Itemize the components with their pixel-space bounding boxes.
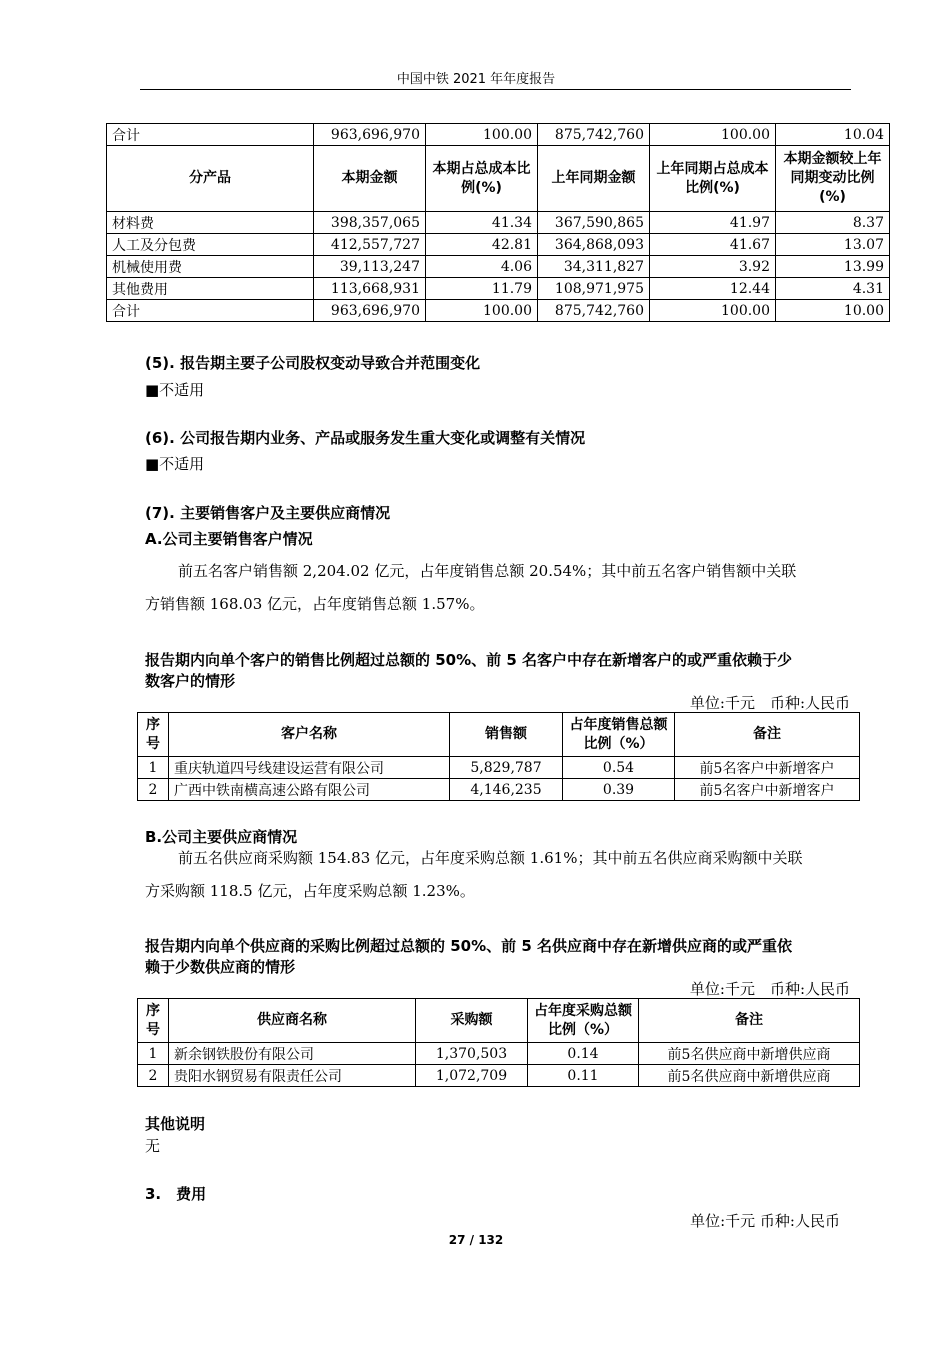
table-cell: 人工及分包费 — [107, 234, 314, 256]
table-cell: 39,113,247 — [314, 256, 426, 278]
other-notes-heading: 其他说明 — [145, 1115, 206, 1133]
table-cell: 0.11 — [528, 1065, 639, 1087]
table-cell: 963,696,970 — [314, 300, 426, 322]
table-cell: 12.44 — [650, 278, 776, 300]
supplier-paragraph-line-2: 方采购额 118.5 亿元，占年度采购总额 1.23%。 — [145, 882, 475, 900]
column-header: 备注 — [675, 713, 860, 757]
customer-table — [137, 712, 860, 801]
table-cell: 8.37 — [776, 212, 890, 234]
table-cell: 113,668,931 — [314, 278, 426, 300]
table-row — [107, 256, 890, 278]
table-cell: 5,829,787 — [450, 757, 563, 779]
section-3-heading: 3. 费用 — [145, 1185, 207, 1203]
table-cell: 0.39 — [563, 779, 675, 801]
table-cell: 42.81 — [426, 234, 538, 256]
table-header-row — [107, 146, 890, 212]
table-cell: 100.00 — [650, 124, 776, 146]
table-row — [138, 1065, 860, 1087]
table-cell: 其他费用 — [107, 278, 314, 300]
table-cell: 2 — [138, 1065, 169, 1087]
section-5-text: ■不适用 — [145, 381, 205, 399]
table-cell: 3.92 — [650, 256, 776, 278]
column-header: 序号 — [138, 713, 169, 757]
column-header: 序号 — [138, 999, 169, 1043]
table-cell: 364,868,093 — [538, 234, 650, 256]
table-cell: 100.00 — [650, 300, 776, 322]
table-cell: 4,146,235 — [450, 779, 563, 801]
table-row — [138, 779, 860, 801]
page-number: 27 / 132 — [448, 1233, 504, 1247]
table-header-row — [138, 713, 860, 757]
table-row — [138, 757, 860, 779]
table-row — [107, 278, 890, 300]
table-cell: 前5名客户中新增客户 — [675, 779, 860, 801]
subsection-b-heading: B.公司主要供应商情况 — [145, 828, 298, 846]
table-cell: 合计 — [107, 124, 314, 146]
column-header: 本期占总成本比例(%) — [426, 146, 538, 212]
section-6-text: ■不适用 — [145, 455, 205, 473]
subsection-a-heading: A.公司主要销售客户情况 — [145, 530, 313, 548]
table-row — [107, 234, 890, 256]
table-cell: 1,370,503 — [416, 1043, 528, 1065]
table-cell: 贵阳水钢贸易有限责任公司 — [169, 1065, 416, 1087]
customer-table-title-line-1: 报告期内向单个客户的销售比例超过总额的 50%、前 5 名客户中存在新增客户的或严重依赖于少 — [145, 651, 793, 669]
customer-paragraph-line-2: 方销售额 168.03 亿元，占年度销售总额 1.57%。 — [145, 595, 485, 613]
table-cell: 41.67 — [650, 234, 776, 256]
table-cell: 新余钢铁股份有限公司 — [169, 1043, 416, 1065]
section-3-unit: 单位:千元 币种:人民币 — [690, 1212, 840, 1230]
column-header: 本期金额 — [314, 146, 426, 212]
table-cell: 4.06 — [426, 256, 538, 278]
supplier-paragraph-line-1: 前五名供应商采购额 154.83 亿元，占年度采购总额 1.61%；其中前五名供应商采购额中关联 — [178, 849, 803, 867]
column-header: 本期金额较上年同期变动比例(%) — [776, 146, 890, 212]
table-cell: 875,742,760 — [538, 300, 650, 322]
table-cell: 前5名客户中新增客户 — [675, 757, 860, 779]
table-cell: 4.31 — [776, 278, 890, 300]
table-cell: 0.14 — [528, 1043, 639, 1065]
header-rule — [140, 89, 851, 90]
table-cell: 108,971,975 — [538, 278, 650, 300]
table-cell: 11.79 — [426, 278, 538, 300]
customer-paragraph-line-1: 前五名客户销售额 2,204.02 亿元，占年度销售总额 20.54%；其中前五名客户销售额中关联 — [178, 562, 797, 580]
column-header: 上年同期占总成本比例(%) — [650, 146, 776, 212]
column-header: 供应商名称 — [169, 999, 416, 1043]
column-header: 占年度销售总额比例（%） — [563, 713, 675, 757]
column-header: 客户名称 — [169, 713, 450, 757]
table-row — [138, 1043, 860, 1065]
supplier-table — [137, 998, 860, 1087]
table-cell: 重庆轨道四号线建设运营有限公司 — [169, 757, 450, 779]
page-header: 中国中铁 2021 年年度报告 — [396, 72, 556, 87]
column-header: 销售额 — [450, 713, 563, 757]
table-cell: 2 — [138, 779, 169, 801]
section-6-heading: (6). 公司报告期内业务、产品或服务发生重大变化或调整有关情况 — [145, 429, 586, 447]
table-cell: 100.00 — [426, 300, 538, 322]
table-cell: 前5名供应商中新增供应商 — [639, 1043, 860, 1065]
column-header: 分产品 — [107, 146, 314, 212]
table-cell: 1 — [138, 1043, 169, 1065]
table-cell: 963,696,970 — [314, 124, 426, 146]
table-row — [107, 124, 890, 146]
table-cell: 10.04 — [776, 124, 890, 146]
table-row — [107, 212, 890, 234]
table-header-row — [138, 999, 860, 1043]
table-cell: 机械使用费 — [107, 256, 314, 278]
column-header: 占年度采购总额比例（%） — [528, 999, 639, 1043]
table-cell: 10.00 — [776, 300, 890, 322]
table-cell: 0.54 — [563, 757, 675, 779]
table-row — [107, 300, 890, 322]
column-header: 采购额 — [416, 999, 528, 1043]
table-cell: 398,357,065 — [314, 212, 426, 234]
customer-table-unit: 单位:千元 币种:人民币 — [689, 694, 850, 712]
section-7-heading: (7). 主要销售客户及主要供应商情况 — [145, 504, 391, 522]
cost-table — [106, 123, 890, 322]
table-cell: 41.97 — [650, 212, 776, 234]
table-cell: 材料费 — [107, 212, 314, 234]
table-cell: 100.00 — [426, 124, 538, 146]
section-5-heading: (5). 报告期主要子公司股权变动导致合并范围变化 — [145, 354, 481, 372]
supplier-table-title-line-2: 赖于少数供应商的情形 — [145, 958, 296, 976]
table-cell: 合计 — [107, 300, 314, 322]
table-cell: 1,072,709 — [416, 1065, 528, 1087]
customer-table-title-line-2: 数客户的情形 — [145, 672, 236, 690]
table-cell: 41.34 — [426, 212, 538, 234]
table-cell: 875,742,760 — [538, 124, 650, 146]
table-cell: 广西中铁南横高速公路有限公司 — [169, 779, 450, 801]
table-cell: 34,311,827 — [538, 256, 650, 278]
column-header: 备注 — [639, 999, 860, 1043]
table-cell: 13.99 — [776, 256, 890, 278]
table-cell: 13.07 — [776, 234, 890, 256]
column-header: 上年同期金额 — [538, 146, 650, 212]
other-notes-text: 无 — [145, 1137, 161, 1155]
supplier-table-title-line-1: 报告期内向单个供应商的采购比例超过总额的 50%、前 5 名供应商中存在新增供应商的或严重依 — [145, 937, 793, 955]
supplier-table-unit: 单位:千元 币种:人民币 — [689, 980, 850, 998]
table-cell: 1 — [138, 757, 169, 779]
table-cell: 412,557,727 — [314, 234, 426, 256]
table-cell: 前5名供应商中新增供应商 — [639, 1065, 860, 1087]
table-cell: 367,590,865 — [538, 212, 650, 234]
